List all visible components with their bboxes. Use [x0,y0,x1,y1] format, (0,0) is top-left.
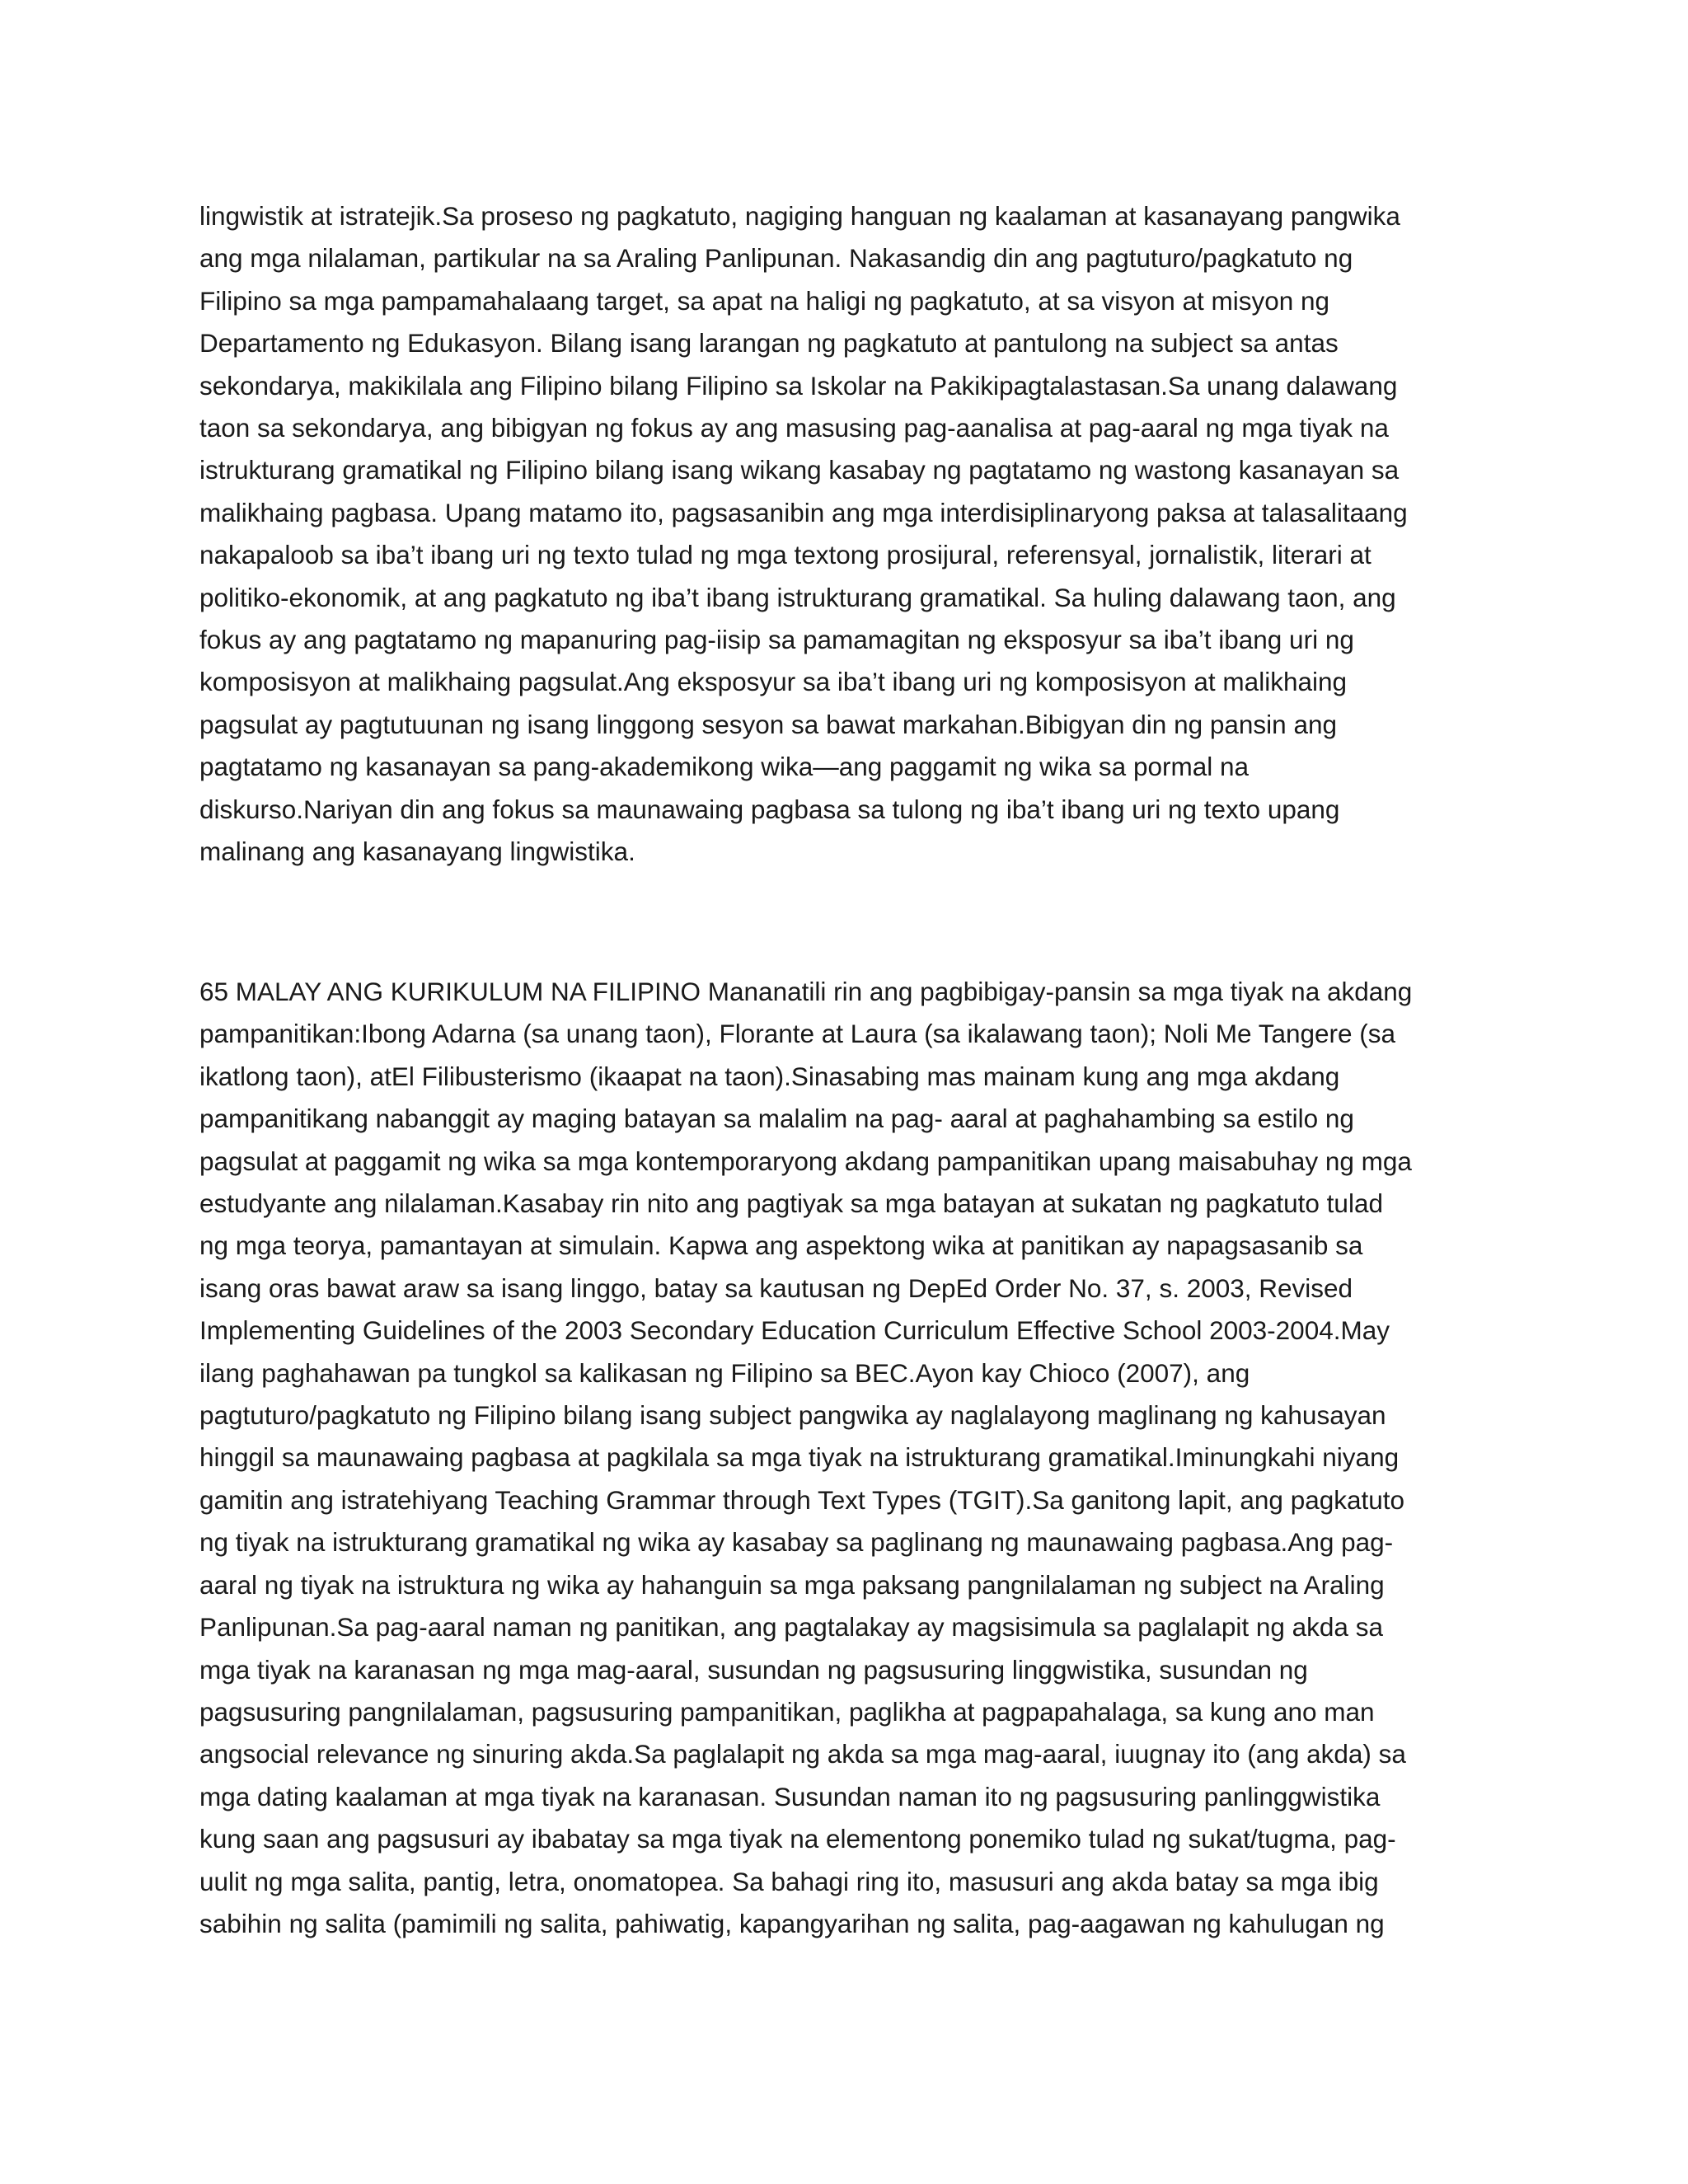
text-line: fokus ay ang pagtatamo ng mapanuring pag-iisip sa pamamagitan ng eksposyur sa iba’t ibang uri ng [199,625,1354,655]
text-line: Implementing Guidelines of the 2003 Secondary Education Curriculum Effective School 2003-2004.May [199,1315,1390,1346]
text-line: ng mga teorya, pamantayan at simulain. Kapwa ang aspektong wika at panitikan ay napagsasanib sa [199,1230,1363,1261]
text-line: komposisyon at malikhaing pagsulat.Ang eksposyur sa iba’t ibang uri ng komposisyon at malikhaing [199,667,1348,697]
text-line: malinang ang kasanayang lingwistika. [199,837,635,867]
text-line: hinggil sa maunawaing pagbasa at pagkilala sa mga tiyak na istrukturang gramatikal.Iminungkahi niyang [199,1442,1400,1473]
text-line: aaral ng tiyak na istruktura ng wika ay hahanguin sa mga paksang pangnilalaman ng subject na Araling [199,1569,1385,1600]
body-paragraph-2 [199,971,1502,1945]
text-line: isang oras bawat araw sa isang linggo, batay sa kautusan ng DepEd Order No. 37, s. 2003, Revised [199,1272,1353,1303]
text-line: malikhaing pagbasa. Upang matamo ito, pagsasanibin ang mga interdisiplinaryong paksa at talasalitaang [199,497,1408,527]
text-line: kung saan ang pagsusuri ay ibabatay sa mga tiyak na elementong ponemiko tulad ng sukat/tugma, pag- [199,1824,1396,1854]
text-line: pagsulat at paggamit ng wika sa mga kontemporaryong akdang pampanitikan upang maisabuhay ng mga [199,1146,1412,1176]
text-line: pagsulat ay pagtutuunan ng isang linggong sesyon sa bawat markahan.Bibigyan din ng pansin ang [199,709,1338,739]
text-line: 65 MALAY ANG KURIKULUM NA FILIPINO Mananatili rin ang pagbibigay-pansin sa mga tiyak na akdang [199,977,1413,1006]
text-line: Departamento ng Edukasyon. Bilang isang larangan ng pagkatuto at pantulong na subject sa antas [199,328,1339,359]
text-line: pagsusuring pangnilalaman, pagsusuring pampanitikan, paglikha at pagpapahalaga, sa kung ano man [199,1696,1375,1727]
text-line: ng tiyak na istrukturang gramatikal ng wika ay kasabay sa paglinang ng maunawaing pagbasa.Ang pag- [199,1527,1394,1558]
text-line: pagtatamo ng kasanayan sa pang-akademikong wika—ang paggamit ng wika sa pormal na [199,752,1250,782]
text-line: angsocial relevance ng sinuring akda.Sa paglalapit ng akda sa mga mag-aaral, iuugnay ito (ang akda) sa [199,1739,1406,1769]
text-line: gamitin ang istratehiyang Teaching Grammar through Text Types (TGIT).Sa ganitong lapit, ang pagkatuto [199,1484,1405,1515]
text-line: mga tiyak na karanasan ng mga mag-aaral, susundan ng pagsusuring linggwistika, susundan ng [199,1654,1308,1685]
text-line: Filipino sa mga pampamahalaang target, sa apat na haligi ng pagkatuto, at sa visyon at misyon ng [199,285,1330,316]
body-paragraph-1 [199,195,1502,874]
text-line: pampanitikan:Ibong Adarna (sa unang taon), Florante at Laura (sa ikalawang taon); Noli Me Tangere (sa [199,1019,1396,1049]
text-line: estudyante ang nilalaman.Kasabay rin nito ang pagtiyak sa mga batayan at sukatan ng pagkatuto tulad [199,1188,1383,1219]
text-line: politiko-ekonomik, at ang pagkatuto ng iba’t ibang istrukturang gramatikal. Sa huling dalawang taon, ang [199,582,1396,612]
text-line: istrukturang gramatikal ng Filipino bilang isang wikang kasabay ng pagtatamo ng wastong kasanayan sa [199,455,1400,485]
text-line: ilang paghahawan pa tungkol sa kalikasan ng Filipino sa BEC.Ayon kay Chioco (2007), ang [199,1357,1250,1388]
text-line: Panlipunan.Sa pag-aaral naman ng panitikan, ang pagtalakay ay magsisimula sa paglalapit ng akda sa [199,1612,1383,1643]
text-line: nakapaloob sa iba’t ibang uri ng texto tulad ng mga textong prosijural, referensyal, jornalistik, literari at [199,540,1372,570]
text-line: sabihin ng salita (pamimili ng salita, pahiwatig, kapangyarihan ng salita, pag-aagawan ng kahulugan ng [199,1908,1385,1938]
text-line: ang mga nilalaman, partikular na sa Araling Panlipunan. Nakasandig din ang pagtuturo/pagkatuto ng [199,243,1353,274]
text-line: lingwistik at istratejik.Sa proseso ng pagkatuto, nagiging hanguan ng kaalaman at kasanayang pangwika [199,201,1400,231]
text-line: pagtuturo/pagkatuto ng Filipino bilang isang subject pangwika ay naglalayong maglinang ng kahusayan [199,1400,1386,1431]
text-line: ikatlong taon), atEl Filibusterismo (ikaapat na taon).Sinasabing mas mainam kung ang mga akdang [199,1061,1340,1091]
text-line: pampanitikang nabanggit ay maging batayan sa malalim na pag- aaral at paghahambing sa estilo ng [199,1104,1354,1134]
text-line: taon sa sekondarya, ang bibigyan ng fokus ay ang masusing pag-aanalisa at pag-aaral ng mga tiyak na [199,413,1389,443]
text-line: mga dating kaalaman at mga tiyak na karanasan. Susundan naman ito ng pagsusuring panlinggwistika [199,1781,1381,1811]
text-line: sekondarya, makikilala ang Filipino bilang Filipino sa Iskolar na Pakikipagtalastasan.Sa unang dalawang [199,370,1398,401]
text-line: uulit ng mga salita, pantig, letra, onomatopea. Sa bahagi ring ito, masusuri ang akda batay sa mga ibig [199,1866,1379,1896]
text-line: diskurso.Nariyan din ang fokus sa maunawaing pagbasa sa tulong ng iba’t ibang uri ng texto upang [199,794,1340,824]
